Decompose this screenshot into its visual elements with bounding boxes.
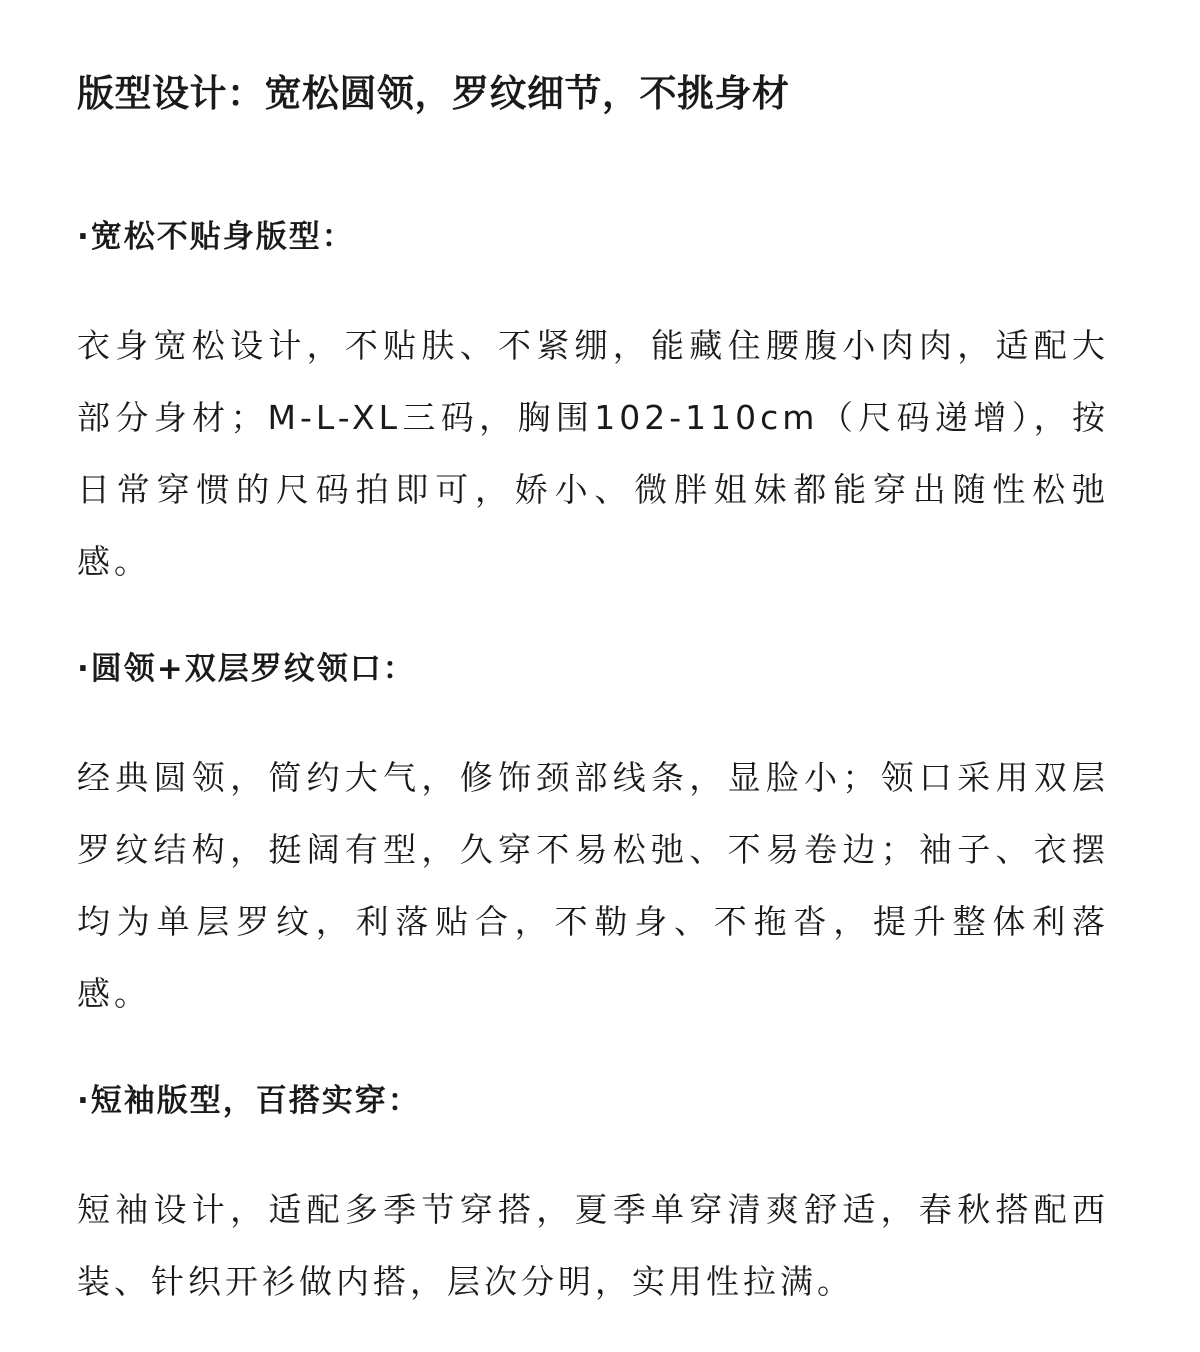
section-heading-round-neck: ·圆领+双层罗纹领口： (77, 651, 416, 687)
section-body-round-neck: 经典圆领，简约大气，修饰颈部线条，显脸小；领口采用双层罗纹结构，挺阔有型，久穿不易松弛、不易卷边；袖子、衣摆均为单层罗纹，利落贴合，不勒身、不拖沓，提升整体利落感。 (77, 758, 1109, 1013)
section-body-loose-fit: 衣身宽松设计，不贴肤、不紧绷，能藏住腰腹小肉肉，适配大部分身材；M-L-XL三码，胸围102-110cm（尺码递增），按日常穿惯的尺码拍即可，娇小、微胖姐妹都能穿出随性松弛感。 (77, 326, 1109, 581)
section-body-short-sleeve: 短袖设计，适配多季节穿搭，夏季单穿清爽舒适，春秋搭配西装、针织开衫做内搭，层次分明，实用性拉满。 (77, 1190, 1109, 1301)
section-heading-short-sleeve: ·短袖版型，百搭实穿： (77, 1083, 421, 1119)
section-heading-loose-fit: ·宽松不贴身版型： (77, 219, 355, 255)
page-title: 版型设计：宽松圆领，罗纹细节，不挑身材 (77, 72, 790, 115)
